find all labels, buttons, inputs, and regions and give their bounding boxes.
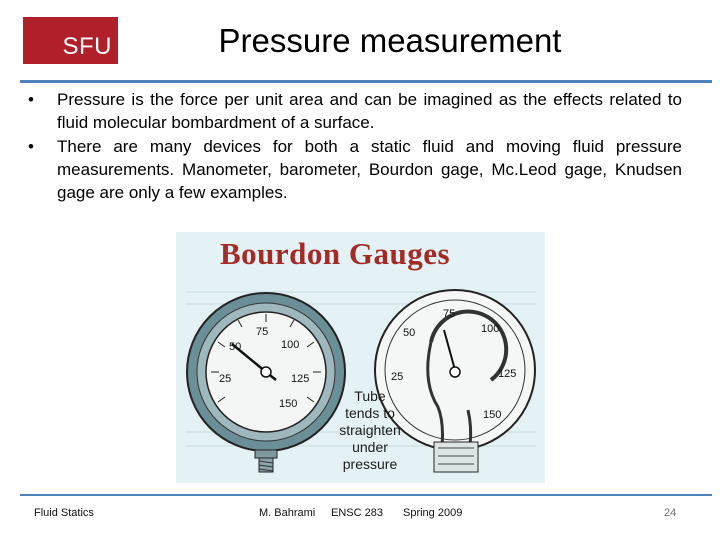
right-tick-label: 125 <box>498 368 517 380</box>
left-tick-label: 125 <box>291 373 310 385</box>
left-gauge <box>187 293 345 472</box>
tube-caption-line: tends to <box>345 405 395 421</box>
bullet-item <box>28 135 682 204</box>
bullet-text: There are many devices for both a static fluid and moving fluid pressure measurements. Manometer, barometer, Bourdon gage, Mc.Leod gage, Knudsen gage are only a few examples. <box>57 137 682 202</box>
left-tick-label: 25 <box>219 373 232 385</box>
right-tick-label: 50 <box>403 327 416 339</box>
right-tick-label: 25 <box>391 371 404 383</box>
tube-caption-line: pressure <box>342 456 398 472</box>
tube-caption-line: under <box>352 439 388 455</box>
bullet-text: Pressure is the force per unit area and can be imagined as the effects related to fluid molecular bombardment of a surface. <box>57 90 682 132</box>
footer-term: Spring 2009 <box>403 507 463 519</box>
left-tick-label: 150 <box>279 398 298 410</box>
footer-author: M. Bahrami <box>259 507 316 519</box>
figure-title: Bourdon Gauges <box>220 236 451 271</box>
left-tick-label: 100 <box>281 339 300 351</box>
page-number: 24 <box>664 507 677 519</box>
sfu-logo <box>23 17 118 64</box>
right-tick-label: 75 <box>443 308 456 320</box>
left-tick-label: 75 <box>256 326 269 338</box>
footer-divider <box>20 494 712 496</box>
tube-caption-line: Tube <box>354 388 386 404</box>
logo-text: SFU <box>62 33 112 60</box>
title-divider <box>20 80 712 83</box>
tube-caption-line: straighten <box>339 422 401 438</box>
footer-topic: Fluid Statics <box>34 507 94 519</box>
right-tick-label: 100 <box>481 323 500 335</box>
footer-course: ENSC 283 <box>331 507 383 519</box>
bullet-item <box>28 88 682 134</box>
left-tick-label: 50 <box>229 341 242 353</box>
bullet-dot: • <box>28 137 34 156</box>
right-tick-label: 150 <box>483 409 502 421</box>
bourdon-gauges-figure <box>176 232 545 483</box>
tube-caption <box>324 388 416 473</box>
bullet-dot: • <box>28 90 34 109</box>
bullet-list <box>28 88 682 205</box>
slide-title: Pressure measurement <box>218 22 562 59</box>
